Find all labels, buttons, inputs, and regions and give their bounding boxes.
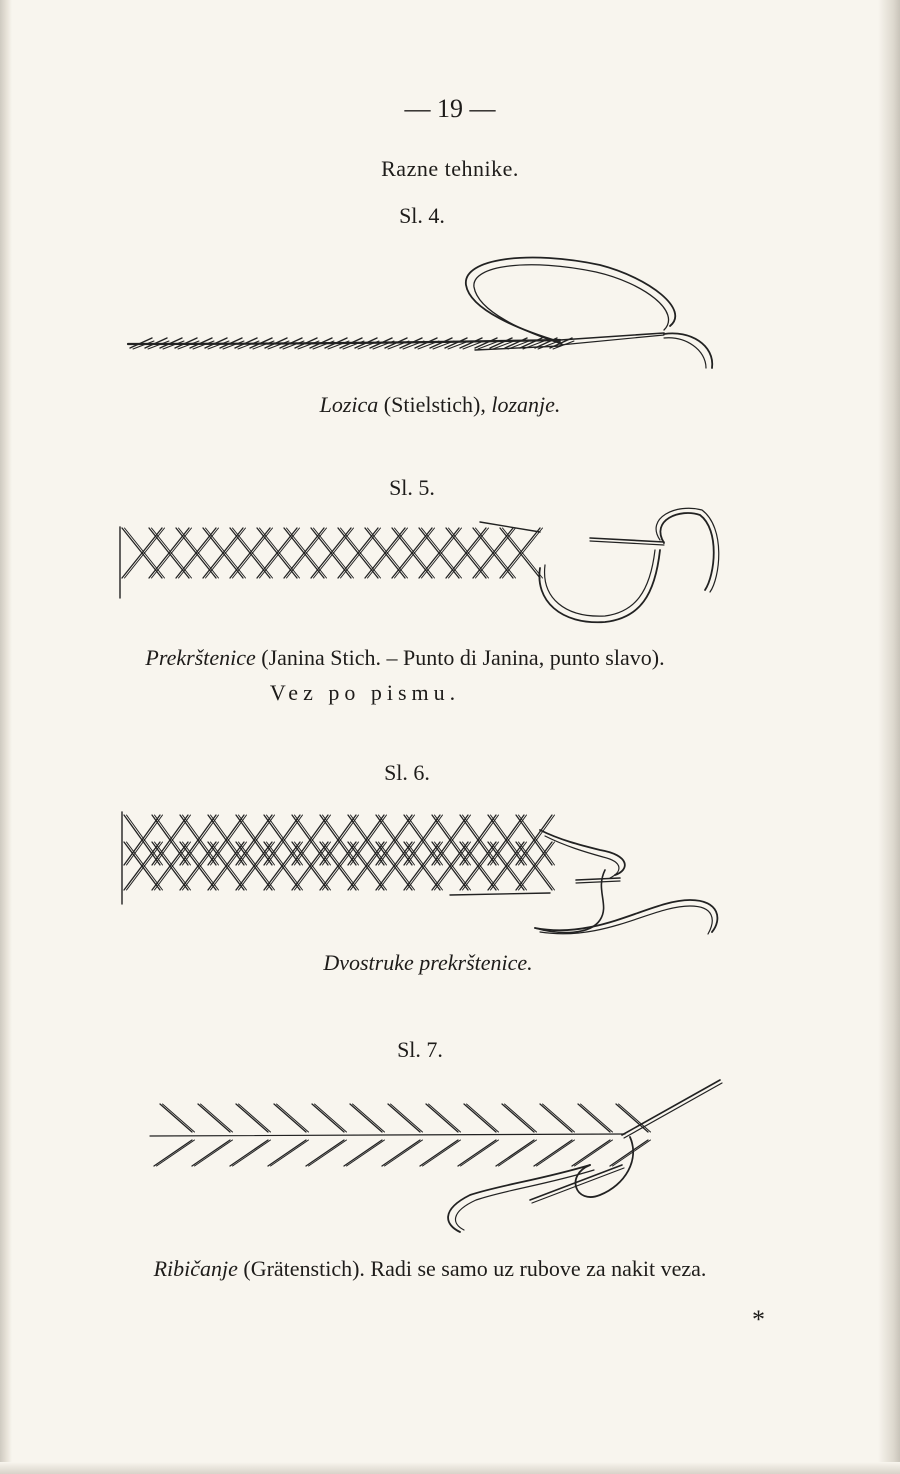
figure-4-caption	[0, 392, 890, 418]
stem-stitch-illustration	[0, 240, 900, 380]
figure-7-caption-term: Ribičanje	[153, 1256, 238, 1281]
figure-5-caption-text: (Janina Stich. – Punto di Janina, punto slavo).	[255, 645, 665, 670]
figure-7-caption	[0, 1256, 880, 1282]
figure-4-caption-term: Lozica	[319, 392, 379, 417]
figure-7-label: Sl. 7.	[397, 1037, 443, 1062]
page-number: — 19 —	[404, 94, 496, 123]
figure-5-label: Sl. 5.	[389, 475, 435, 500]
figure-6-label: Sl. 6.	[384, 760, 430, 785]
figure-4-caption-term2: lozanje.	[491, 392, 561, 417]
section-title: Razne tehnike.	[381, 156, 519, 181]
figure-5-caption-line2: Vez po pismu.	[269, 680, 461, 705]
figure-6-caption-term: Dvostruke prekrštenice.	[323, 950, 533, 975]
figure-5-caption-term: Prekrštenice	[145, 645, 256, 670]
herringbone-stitch-illustration	[0, 1070, 900, 1250]
figure-4-caption-text: (Stielstich),	[378, 392, 492, 417]
janina-stitch-illustration	[0, 510, 900, 640]
figure-6-caption	[0, 950, 878, 976]
footer-asterisk: *	[752, 1305, 765, 1334]
double-janina-stitch-illustration	[0, 800, 900, 950]
figure-4-label: Sl. 4.	[399, 203, 445, 228]
page-right-edge	[878, 0, 900, 1474]
page-bottom-edge	[0, 1462, 900, 1474]
figure-7-caption-text: (Grätenstich). Radi se samo uz rubove za nakit veza.	[237, 1256, 707, 1281]
figure-5-caption	[0, 645, 855, 671]
